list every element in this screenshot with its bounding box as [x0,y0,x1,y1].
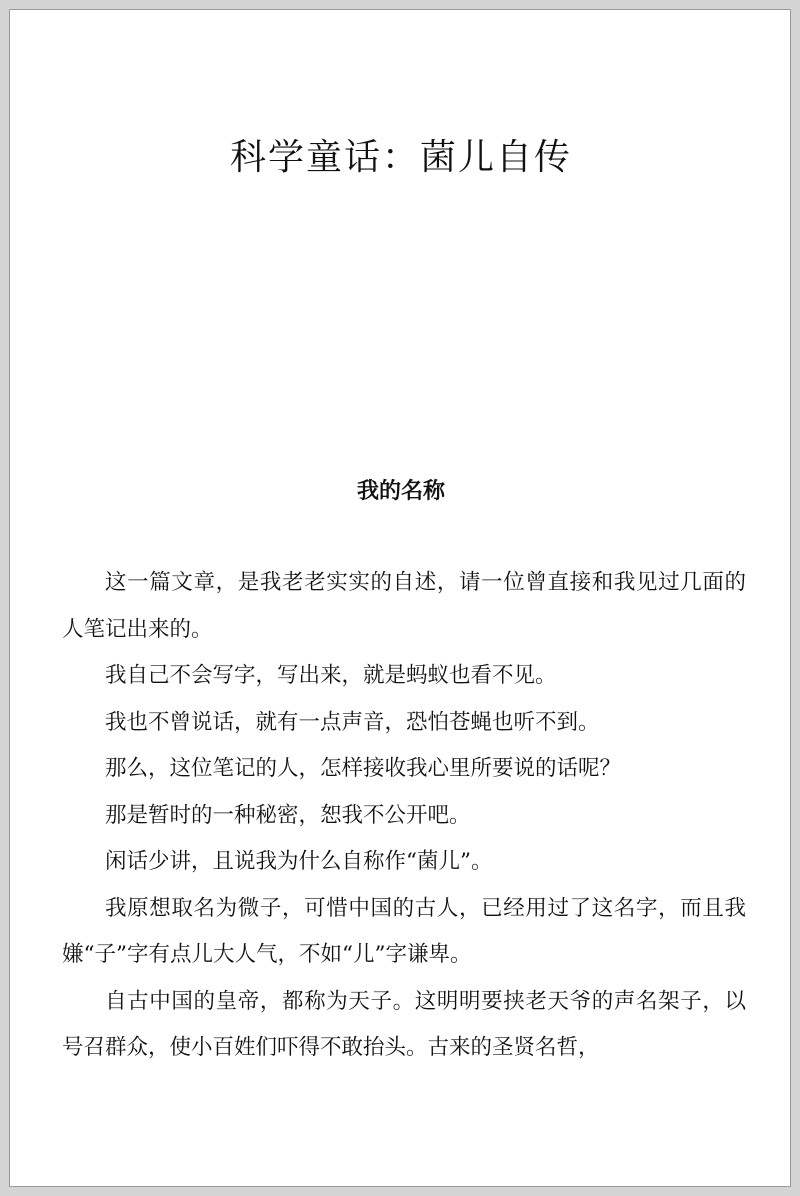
paragraph: 我自己不会写字，写出来，就是蚂蚁也看不见。 [105,663,557,688]
paragraph: 我也不曾说话，就有一点声音，恐怕苍蝇也听不到。 [105,709,600,735]
paragraph: 那么，这位笔记的人，怎样接收我心里所要说的话呢？ [105,756,622,781]
paragraph: 这一篇文章，是我老老实实的自述，请一位曾直接和我见过几面的人笔记出来的。 [62,570,746,642]
body-text [62,560,746,1072]
paragraph: 自古中国的皇帝，都称为天子。这明明要挟老天爷的声名架子，以号召群众，使小百姓们吓得不敢抬头。古来的圣贤名哲， [62,988,746,1060]
document-page [9,9,791,1187]
section-heading: 我的名称 [356,479,445,504]
page-title: 科学童话：菌儿自传 [229,137,572,178]
paragraph: 那是暂时的一种秘密，恕我不公开吧。 [105,802,471,828]
paragraph: 闲话少讲，且说我为什么自称作“菌儿”。 [105,849,493,874]
paragraph: 我原想取名为微子，可惜中国的古人，已经用过了这名字，而且我嫌“子”字有点儿大人气，不如“儿”字谦卑。 [62,895,746,967]
